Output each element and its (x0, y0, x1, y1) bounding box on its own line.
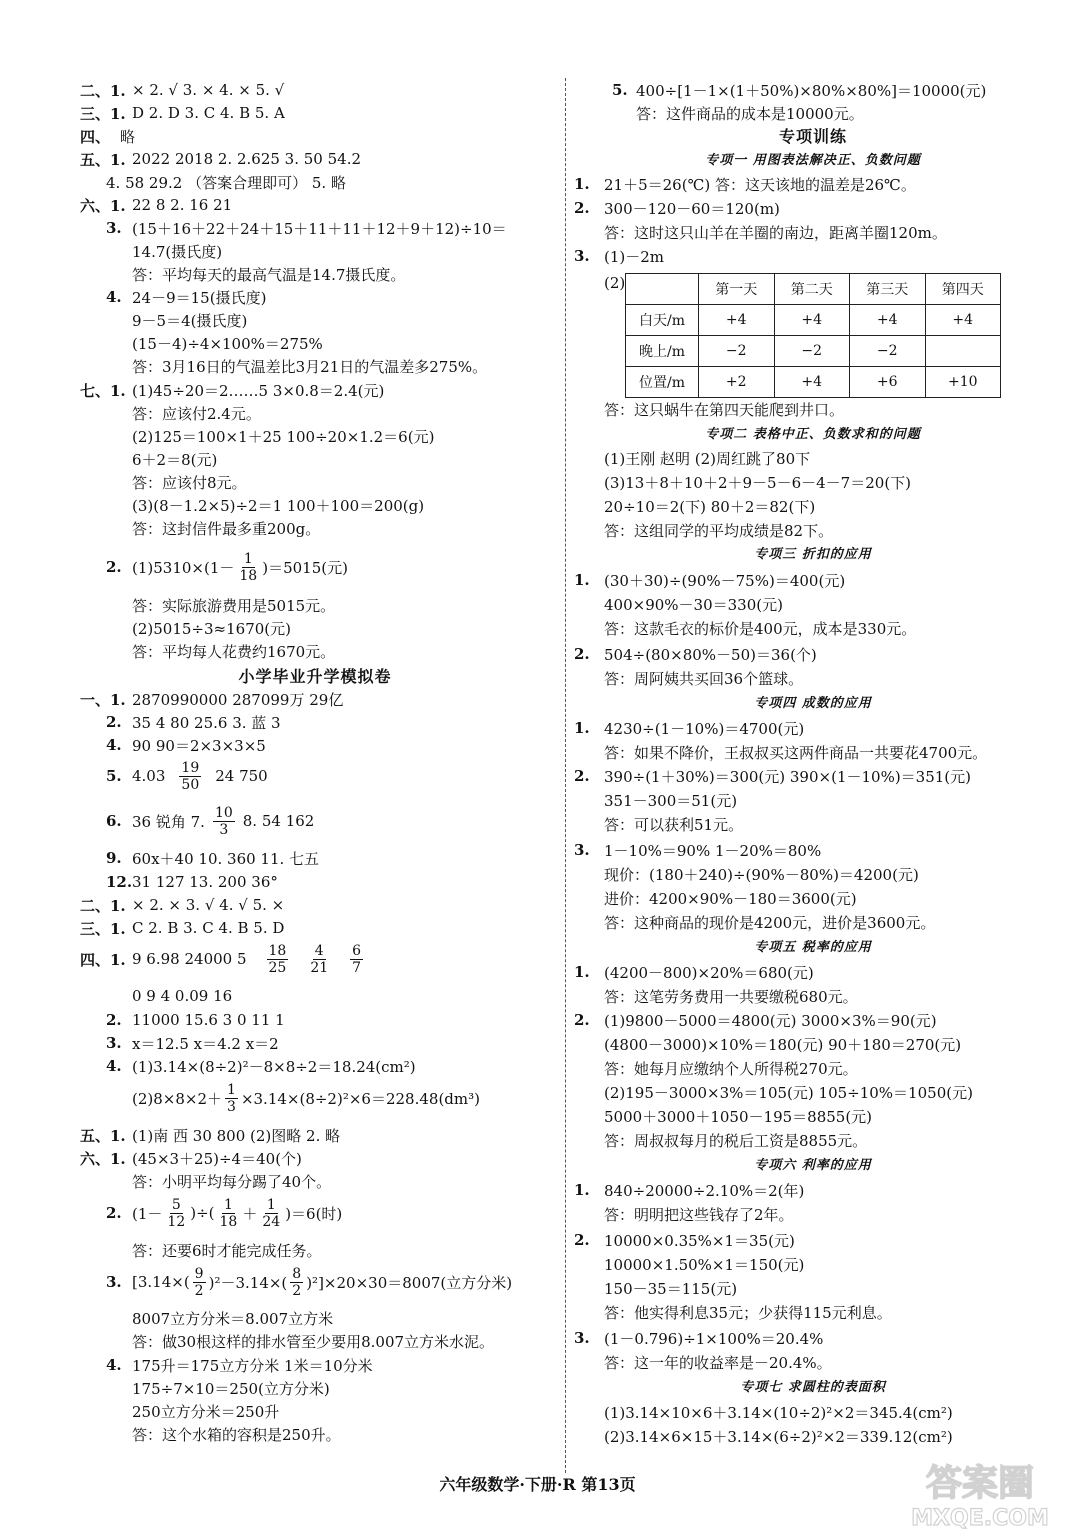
fraction: $\frac{4}{21}$ (310, 942, 329, 976)
answer-line: 答：她每月应缴纳个人所得税270元。 (604, 1059, 858, 1078)
answer-line: 4. 175升＝175立方分米 1米＝10分米 (106, 1356, 373, 1375)
answer-line: 1. 4230÷(1－10%)＝4700(元) (574, 719, 805, 738)
answer-line: 20÷10＝2(下) 80＋2＝82(下) (604, 497, 816, 516)
answer-line: 答：小明平均每分踢了40个。 (132, 1172, 332, 1191)
answer-line: 4. 24－9＝15(摄氏度) (106, 288, 267, 307)
answer-line: (3)13＋8＋10＋2＋9－5－6－4－7＝20(下) (604, 473, 912, 492)
answer-line: 答：他实得利息35元；少获得115元利息。 (604, 1303, 892, 1322)
answer-line: 答：明明把这些钱存了2年。 (604, 1205, 794, 1224)
answer-line: 答：应该付8元。 (132, 473, 247, 492)
answer-line: 二、1. × 2. √ 3. × 4. × 5. √ (80, 81, 285, 100)
answer-line: 答：平均每天的最高气温是14.7摄氏度。 (132, 265, 406, 284)
answer-line: (3)(8－1.2×5)÷2＝1 100＋100＝200(g) (132, 496, 425, 515)
answer-line: 3. (15＋16＋22＋24＋15＋11＋11＋12＋9＋12)÷10＝ (106, 219, 507, 238)
answer-line: (1)3.14×10×6＋3.14×(10÷2)²×2＝345.4(cm²) (604, 1403, 953, 1422)
answer-line: 六、1. 22 8 2. 16 21 (80, 196, 233, 215)
page-footer: 六年级数学·下册·R 第13页 (439, 1475, 636, 1494)
table-cell: +4 (774, 367, 850, 398)
table-row (626, 367, 1001, 398)
answer-line: 二、1. × 2. × 3. √ 4. √ 5. × (80, 896, 285, 915)
answer-line: 175÷7×10＝250(立方分米) (132, 1379, 330, 1398)
answer-line: 4. (1)3.14×(8÷2)²－8×8÷2＝18.24(cm²) (106, 1057, 416, 1076)
answer-line: 1. (4200－800)×20%＝680(元) (574, 963, 814, 982)
answer-line: 2. (1－ $\frac{5}{12}$ )÷( $\frac{1}{18}$ ＋ $\frac{1}{24}$ )＝6(时) (106, 1196, 343, 1230)
table-cell: +4 (774, 305, 850, 336)
fraction: $\frac{9}{2}$ (194, 1265, 204, 1299)
answer-line: (1)王刚 赵明 (2)周红跳了80下 (604, 449, 811, 468)
table-cell (925, 336, 1001, 367)
answer-line: 4. 58 29.2 （答案合理即可） 5. 略 (106, 173, 346, 192)
answer-line: 9. 60x＋40 10. 360 11. 七五 (106, 849, 320, 868)
answer-line: 150－35＝115(元) (604, 1279, 738, 1298)
answer-line: 3. 1－10%＝90% 1－20%＝80% (574, 841, 822, 860)
topic-heading: 专项六 利率的应用 (754, 1158, 872, 1173)
answer-line: 3. (1)－2m (574, 247, 665, 266)
answer-line: 答：这只蜗牛在第四天能爬到井口。 (604, 400, 845, 419)
fraction: $\frac{6}{7}$ (352, 942, 362, 976)
table-cell: −2 (774, 336, 850, 367)
answer-line: 三、1. D 2. D 3. C 4. B 5. A (80, 104, 285, 123)
answer-line: 答：这种商品的现价是4200元，进价是3600元。 (604, 913, 936, 932)
section-heading: 小学毕业升学模拟卷 (238, 667, 392, 686)
answer-line: 9－5＝4(摄氏度) (132, 311, 248, 330)
answer-line: 2. (1)9800－5000＝4800(元) 3000×3%＝90(元) (574, 1011, 937, 1030)
answer-line: (2)195－3000×3%＝105(元) 105÷10%＝1050(元) (604, 1083, 973, 1102)
answer-line: (2) (604, 274, 626, 292)
answer-line: (2)5015÷3≈1670(元) (132, 619, 291, 638)
answer-line: (15－4)÷4×100%＝275% (132, 334, 323, 353)
answer-line: 12. 31 127 13. 200 36° (106, 873, 278, 891)
fraction: $\frac{5}{12}$ (167, 1196, 186, 1230)
answer-line: 答：还要6时才能完成任务。 (132, 1241, 322, 1260)
answer-line: 答：周阿姨共买回36个篮球。 (604, 669, 804, 688)
answer-line: 答：这款毛衣的标价是400元，成本是330元。 (604, 619, 917, 638)
table-header: 第四天 (925, 274, 1001, 305)
answer-line: 351－300＝51(元) (604, 791, 738, 810)
table-header-row (626, 274, 1001, 305)
answer-line: 10000×1.50%×1＝150(元) (604, 1255, 805, 1274)
answer-line: 三、1. C 2. B 3. C 4. B 5. D (80, 919, 285, 938)
table-cell: +2 (699, 367, 775, 398)
answer-line: 1. 21＋5＝26(℃) 答：这天该地的温差是26℃。 (574, 175, 916, 194)
answer-line: 答：应该付2.4元。 (132, 404, 261, 423)
table-cell: +4 (925, 305, 1001, 336)
answer-line: (2)8×8×2＋ $\frac{1}{3}$ ×3.14×(8÷2)²×6＝228.48(dm³) (132, 1081, 480, 1115)
fraction: $\frac{1}{24}$ (262, 1196, 281, 1230)
topic-heading: 专项一 用图表法解决正、负数问题 (705, 153, 921, 168)
table-cell: +10 (925, 367, 1001, 398)
fraction: $\frac{18}{25}$ (268, 942, 287, 976)
answer-line: 答：这件商品的成本是10000元。 (636, 104, 864, 123)
answer-line: 5. 4.03 $\frac{19}{50}$ 24 750 (106, 759, 268, 793)
column-divider (565, 78, 566, 1473)
answer-line: 2. 11000 15.6 3 0 11 1 (106, 1011, 285, 1029)
answer-line: 答：3月16日的气温差比3月21日的气温差多275%。 (132, 357, 488, 376)
watermark-text: 答案圈 (925, 1463, 1035, 1504)
answer-line: 250立方分米＝250升 (132, 1402, 280, 1421)
answer-line: 5. 400÷[1－1×(1＋50%)×80%×80%]＝10000(元) (612, 81, 987, 100)
table-header: 第二天 (774, 274, 850, 305)
fraction: $\frac{1}{18}$ (219, 1196, 238, 1230)
table-row (626, 336, 1001, 367)
section-heading: 专项训练 (778, 127, 847, 146)
table-row (626, 305, 1001, 336)
answer-line: 6. 36 锐角 7. $\frac{10}{3}$ 8. 54 162 (106, 804, 315, 838)
answer-line: 答：这时这只山羊在羊圈的南边，距离羊圈120m。 (604, 223, 947, 242)
answer-line: 答：这一年的收益率是－20.4%。 (604, 1353, 832, 1372)
watermark-logo (895, 1455, 1065, 1533)
answer-line: 四、 略 (80, 127, 136, 146)
fraction: $\frac{1}{3}$ (227, 1081, 236, 1115)
answer-line: 答：周叔叔每月的税后工资是8855元。 (604, 1131, 868, 1150)
fraction: $\frac{10}{3}$ (214, 804, 233, 838)
topic-heading: 专项三 折扣的应用 (754, 547, 872, 562)
fraction: $\frac{1}{18}$ (239, 550, 258, 584)
answer-line: 答：这个水箱的容积是250升。 (132, 1425, 341, 1444)
table-cell: +6 (850, 367, 926, 398)
answer-line: 2. 504÷(80×80%－50)＝36(个) (574, 645, 817, 664)
table-cell: 晚上/m (626, 336, 699, 367)
answer-line: 六、1. (45×3＋25)÷4＝40(个) (80, 1149, 302, 1168)
topic-heading: 专项七 求圆柱的表面积 (740, 1380, 886, 1395)
snail-table (625, 273, 1001, 398)
answer-line: 答：做30根这样的排水管至少要用8.007立方米水泥。 (132, 1332, 495, 1351)
answer-line: 0 9 4 0.09 16 (132, 987, 233, 1005)
answer-line: 3. x＝12.5 x＝4.2 x＝2 (106, 1034, 279, 1053)
table-cell: 白天/m (626, 305, 699, 336)
answer-line: 五、1. (1)南 西 30 800 (2)图略 2. 略 (80, 1126, 341, 1145)
table-cell: −2 (699, 336, 775, 367)
answer-line: 现价：(180＋240)÷(90%－80%)＝4200(元) (604, 865, 919, 884)
answer-line: 1. (30＋30)÷(90%－75%)＝400(元) (574, 571, 846, 590)
fraction: $\frac{8}{2}$ (292, 1265, 302, 1299)
answer-line: 2. 10000×0.35%×1＝35(元) (574, 1231, 795, 1250)
answer-line: (4800－3000)×10%＝180(元) 90＋180＝270(元) (604, 1035, 962, 1054)
answer-line: 答：这封信件最多重200g。 (132, 519, 321, 538)
answer-line: 6＋2＝8(元) (132, 450, 218, 469)
answer-line: 一、1. 2870990000 287099万 29亿 (80, 690, 344, 709)
topic-heading: 专项四 成数的应用 (754, 696, 872, 711)
table-cell: +4 (699, 305, 775, 336)
table-header: 第一天 (699, 274, 775, 305)
answer-line: 3. [3.14×( $\frac{9}{2}$ )²－3.14×( $\frac{8}{2}$ )²]×20×30＝8007(立方分米) (106, 1265, 513, 1299)
answer-line: 8007立方分米＝8.007立方米 (132, 1309, 334, 1328)
answer-line: (2)3.14×6×15＋3.14×(6÷2)²×2＝339.12(cm²) (604, 1427, 953, 1446)
table-cell: +4 (850, 305, 926, 336)
topic-heading: 专项五 税率的应用 (754, 940, 872, 955)
table-cell: 位置/m (626, 367, 699, 398)
fraction: $\frac{19}{50}$ (181, 759, 200, 793)
answer-line: 答：可以获利51元。 (604, 815, 744, 834)
answer-line: 1. 840÷20000÷2.10%＝2(年) (574, 1181, 805, 1200)
answer-line: 2. 300－120－60＝120(m) (574, 199, 780, 218)
topic-heading: 专项二 表格中正、负数求和的问题 (705, 427, 921, 442)
answer-line: 五、1. 2022 2018 2. 2.625 3. 50 54.2 (80, 150, 362, 169)
answer-line: 3. (1－0.796)÷1×100%＝20.4% (574, 1329, 824, 1348)
answer-line: 答：如果不降价，王叔叔买这两件商品一共要花4700元。 (604, 743, 988, 762)
answer-line: 七、1. (1)45÷20＝2……5 3×0.8＝2.4(元) (80, 381, 385, 400)
table-header: 第三天 (850, 274, 926, 305)
answer-line: 答：这笔劳务费用一共要缴税680元。 (604, 987, 858, 1006)
watermark-url: MXQE.COM (911, 1506, 1049, 1531)
answer-line: 14.7(摄氏度) (132, 242, 223, 261)
table-header (626, 274, 699, 305)
answer-line: (2)125＝100×1＋25 100÷20×1.2＝6(元) (132, 427, 435, 446)
answer-line: 2. 35 4 80 25.6 3. 蓝 3 (106, 713, 281, 732)
answer-line: 答：这组同学的平均成绩是82下。 (604, 521, 834, 540)
answer-line: 5000＋3000＋1050－195＝8855(元) (604, 1107, 873, 1126)
answer-line: 进价：4200×90%－180＝3600(元) (604, 889, 857, 908)
table-cell: −2 (850, 336, 926, 367)
answer-line: 四、1. 9 6.98 24000 5 $\frac{18}{25}$ $\frac{4}{21}$ $\frac{6}{7}$ (80, 942, 362, 976)
answer-line: 400×90%－30＝330(元) (604, 595, 783, 614)
answer-line: 2. (1)5310×(1－ $\frac{1}{18}$ )＝5015(元) (106, 550, 348, 584)
answer-line: 4. 90 90＝2×3×3×5 (106, 736, 266, 755)
answer-line: 答：实际旅游费用是5015元。 (132, 596, 336, 615)
answer-line: 2. 390÷(1＋30%)＝300(元) 390×(1－10%)＝351(元) (574, 767, 972, 786)
answer-line: 答：平均每人花费约1670元。 (132, 642, 336, 661)
